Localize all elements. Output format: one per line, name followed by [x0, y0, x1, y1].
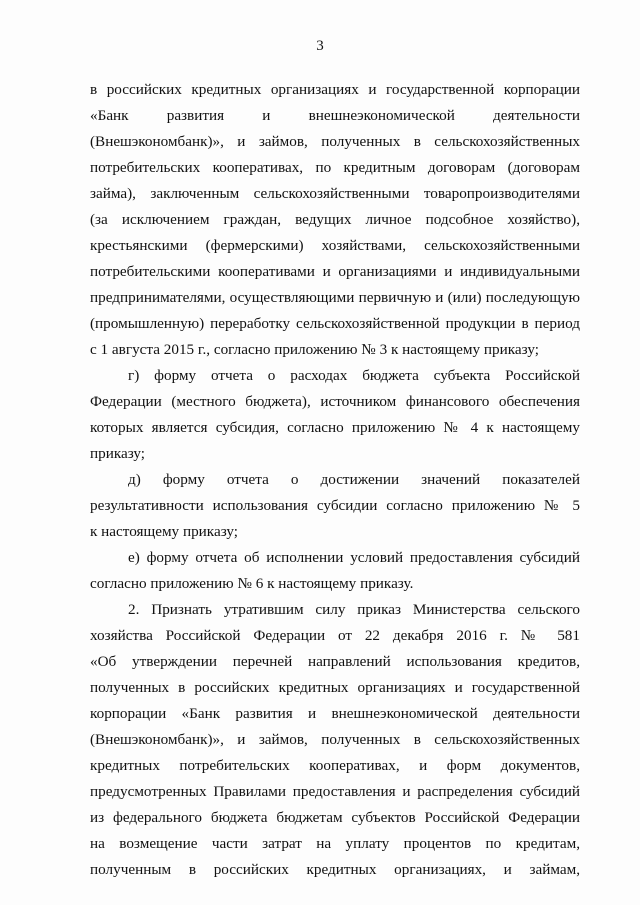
text-line: корпорации «Банк развития и внешнеэкономической деятельности — [90, 705, 580, 722]
text-line: приказу; — [90, 445, 146, 462]
text-line: полученных в российских кредитных организациях и государственной — [90, 679, 580, 696]
text-line: «Банк развития и внешнеэкономической деятельности — [90, 107, 580, 124]
text-line: с 1 августа 2015 г., согласно приложению № 3 к настоящему приказу; — [90, 341, 539, 358]
text-line: предусмотренных Правилами предоставления и распределения субсидий — [90, 783, 580, 800]
text-line: из федерального бюджета бюджетам субъектов Российской Федерации — [90, 809, 580, 826]
text-line: (за исключением граждан, ведущих личное подсобное хозяйство), — [90, 211, 580, 228]
text-line: (Внешэкономбанк)», и займов, полученных в сельскохозяйственных — [90, 731, 580, 748]
text-line: (промышленную) переработку сельскохозяйственной продукции в период — [90, 315, 580, 332]
text-line: которых является субсидия, согласно приложению № 4 к настоящему — [90, 419, 580, 436]
text-line: займа), заключенным сельскохозяйственными товаропроизводителями — [90, 185, 580, 202]
text-line: согласно приложению № 6 к настоящему приказу. — [90, 575, 414, 592]
text-line: 2. Признать утратившим силу приказ Министерства сельского — [128, 601, 580, 618]
text-line: на возмещение части затрат на уплату процентов по кредитам, — [90, 835, 580, 852]
text-line: результативности использования субсидии согласно приложению № 5 — [90, 497, 580, 514]
text-line: полученным в российских кредитных организациях, и займам, — [90, 861, 580, 878]
text-line: д) форму отчета о достижении значений показателей — [128, 471, 580, 488]
text-line: в российских кредитных организациях и государственной корпорации — [90, 81, 580, 98]
text-line: потребительских кооперативах, по кредитным договорам (договорам — [90, 159, 580, 176]
text-line: е) форму отчета об исполнении условий предоставления субсидий — [128, 549, 580, 566]
text-line: г) форму отчета о расходах бюджета субъекта Российской — [128, 367, 580, 384]
text-line: кредитных потребительских кооперативах, и форм документов, — [90, 757, 580, 774]
text-line: к настоящему приказу; — [90, 523, 238, 540]
text-line: (Внешэкономбанк)», и займов, полученных в сельскохозяйственных — [90, 133, 580, 150]
page-number: 3 — [316, 38, 324, 54]
text-line: крестьянскими (фермерскими) хозяйствами, сельскохозяйственными — [90, 237, 580, 254]
text-line: предпринимателями, осуществляющими первичную и (или) последующую — [90, 289, 580, 306]
text-line: Федерации (местного бюджета), источником финансового обеспечения — [90, 393, 580, 410]
text-line: «Об утверждении перечней направлений использования кредитов, — [90, 653, 580, 670]
text-line: хозяйства Российской Федерации от 22 декабря 2016 г. № 581 — [90, 627, 580, 644]
text-line: потребительскими кооперативами и организациями и индивидуальными — [90, 263, 580, 280]
